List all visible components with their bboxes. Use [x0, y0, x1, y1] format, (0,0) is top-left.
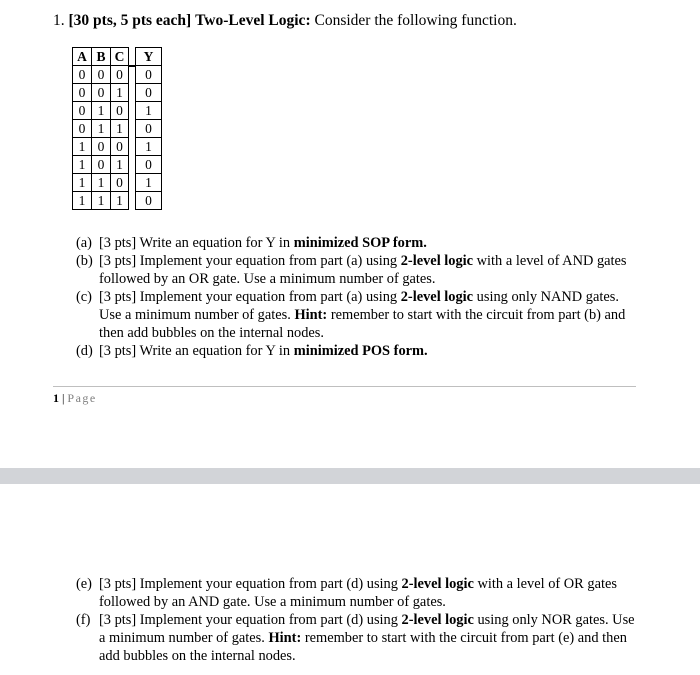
cell-b: 1	[92, 102, 111, 120]
cell-a: 1	[73, 138, 92, 156]
part-c	[76, 288, 639, 342]
cell-a: 0	[73, 66, 92, 84]
parts-list-e-f	[76, 575, 639, 665]
truth-table-row	[73, 120, 162, 138]
column-gap	[129, 102, 136, 120]
cell-y: 1	[136, 102, 162, 120]
part-e	[76, 575, 639, 611]
question-prompt: Consider the following function.	[314, 12, 517, 29]
cell-c: 0	[111, 174, 129, 192]
cell-a: 0	[73, 84, 92, 102]
page-break	[0, 468, 700, 484]
column-gap	[129, 192, 136, 210]
cell-b: 1	[92, 120, 111, 138]
part-text: [3 pts] Implement your equation from part (d) using 2-level logic using only NOR gates. Use a minimum number of gates. Hint: remember to start with the circuit from part (e) and then add bubbles on the internal nodes.	[99, 612, 635, 664]
part-label: (a)	[76, 235, 92, 251]
cell-y: 0	[136, 66, 162, 84]
question-points: [30 pts, 5 pts each]	[68, 12, 192, 29]
truth-table-row	[73, 138, 162, 156]
cell-c: 1	[111, 192, 129, 210]
header-a: A	[73, 48, 92, 66]
cell-y: 0	[136, 192, 162, 210]
footer-divider	[53, 386, 636, 387]
page-word: Page	[67, 391, 97, 405]
cell-y: 1	[136, 138, 162, 156]
cell-a: 1	[73, 192, 92, 210]
part-label: (e)	[76, 576, 92, 592]
truth-table-row	[73, 84, 162, 102]
column-gap	[129, 174, 136, 192]
part-label: (d)	[76, 343, 93, 359]
part-text: [3 pts] Write an equation for Y in minimized SOP form.	[99, 235, 427, 251]
cell-c: 0	[111, 66, 129, 84]
part-text: [3 pts] Write an equation for Y in minimized POS form.	[99, 343, 428, 359]
column-gap	[129, 156, 136, 174]
truth-table	[72, 47, 162, 210]
cell-c: 1	[111, 120, 129, 138]
parts-list-a-d	[76, 234, 639, 360]
column-gap	[129, 66, 136, 84]
truth-table-row	[73, 156, 162, 174]
cell-c: 1	[111, 156, 129, 174]
footer-separator: |	[59, 391, 68, 405]
cell-y: 1	[136, 174, 162, 192]
part-label: (f)	[76, 612, 91, 628]
cell-a: 0	[73, 102, 92, 120]
part-d	[76, 342, 639, 360]
truth-table-row	[73, 192, 162, 210]
cell-c: 0	[111, 138, 129, 156]
cell-b: 1	[92, 174, 111, 192]
cell-a: 0	[73, 120, 92, 138]
truth-table-row	[73, 66, 162, 84]
part-a	[76, 234, 639, 252]
cell-a: 1	[73, 174, 92, 192]
cell-c: 0	[111, 102, 129, 120]
part-label: (b)	[76, 253, 93, 269]
part-f	[76, 611, 639, 665]
part-b	[76, 252, 639, 288]
page-footer	[53, 391, 97, 406]
cell-y: 0	[136, 84, 162, 102]
header-c: C	[111, 48, 129, 66]
cell-y: 0	[136, 120, 162, 138]
cell-c: 1	[111, 84, 129, 102]
cell-b: 0	[92, 138, 111, 156]
question-number: 1.	[53, 12, 65, 29]
truth-table-header	[73, 48, 162, 66]
part-text: [3 pts] Implement your equation from part (a) using 2-level logic using only NAND gates. Use a minimum number of gates. Hint: remember to start with the circuit from part (b) and then add bubbles on the internal nodes.	[99, 289, 626, 341]
cell-b: 0	[92, 66, 111, 84]
cell-b: 0	[92, 84, 111, 102]
cell-a: 1	[73, 156, 92, 174]
cell-y: 0	[136, 156, 162, 174]
question-topic: Two-Level Logic:	[195, 12, 311, 29]
column-gap	[129, 138, 136, 156]
column-gap	[129, 120, 136, 138]
part-text: [3 pts] Implement your equation from part (a) using 2-level logic with a level of AND gates followed by an OR gate. Use a minimum number of gates.	[99, 253, 627, 287]
truth-table-row	[73, 174, 162, 192]
header-b: B	[92, 48, 111, 66]
part-label: (c)	[76, 289, 92, 305]
part-text: [3 pts] Implement your equation from part (d) using 2-level logic with a level of OR gates followed by an AND gate. Use a minimum number of gates.	[99, 576, 617, 610]
column-gap	[129, 84, 136, 102]
page-2	[0, 484, 700, 675]
column-gap	[129, 48, 136, 66]
page-number: 1	[53, 391, 59, 405]
cell-b: 0	[92, 156, 111, 174]
truth-table-row	[73, 102, 162, 120]
cell-b: 1	[92, 192, 111, 210]
question-heading	[53, 12, 517, 30]
header-y: Y	[136, 48, 162, 66]
